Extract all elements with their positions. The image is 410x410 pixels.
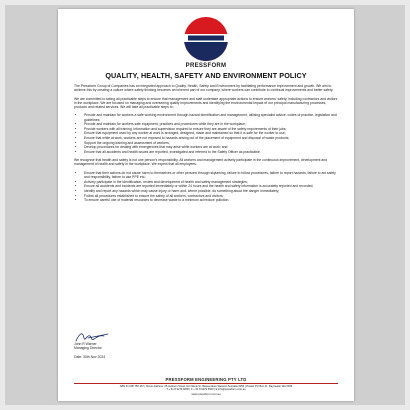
list-item: • Actively participate in the identification, review and development of health and safety management strategies; [84, 180, 338, 184]
footer-company: PRESSFORM ENGINEERING PTY LTD [165, 377, 247, 382]
signatory-role: Managing Director [74, 346, 102, 351]
signatory-block [74, 342, 102, 350]
footer-address: ABN 31 008 750 467 | Street Address: 25 Jackson Street Unit Nkosi St, Bassendean Western Australia 6054 | Postal: PO Box 21, Bayswater WA 6933 [119, 384, 293, 388]
pressform-logo [182, 15, 230, 63]
commitment-paragraph: We are committed to taking all practicable steps to ensure that management and staff undertake appropriate actions to ensure workers' safety, including contractors and visitors in the workplace. We are focused on managing and overseeing quality improvements and identifying the environmental impact of our principal manufacturing processes, products and related services. We will take all practicable steps to: [74, 96, 338, 109]
footer-divider [74, 383, 338, 384]
signatory-name: John R Warner [74, 342, 97, 346]
list-item: • Ensure all accidents and incidents are reported immediately or within 24 hours and the health and safety information is accurately reported and recorded; [84, 184, 338, 188]
list-item: • Ensure that all accidents and health issues are reported, investigated and referred to the Safety Officer as practicable. [84, 150, 338, 154]
steps-list [74, 113, 338, 154]
list-item: • Provide workers with all training, information and supervision required to ensure they are aware of the safety requirements of their jobs; [84, 127, 338, 131]
footer-contact: T + 61 8 9279 6600 | F + 61 8 9279 6500 | E info@pressform.com.au [166, 388, 246, 391]
list-item: • Support the ongoing training and assessment of workers; [84, 141, 338, 145]
policy-body [74, 84, 338, 206]
page-title: QUALITY, HEALTH, SAFETY AND ENVIRONMENT POLICY [105, 71, 307, 80]
document-viewer-frame [5, 5, 405, 405]
list-item: • Provide and maintain for workers safe equipment, practices and procedures while they are in the workplace; [84, 122, 338, 126]
list-item: • Identify and report any hazards which may cause injury or harm and, where possible, do something about the danger immediately; [84, 189, 338, 193]
list-item: • Ensure that equipment used by any worker at work is arranged, designed, made and maintained so that it is safe for the worker to use; [84, 131, 338, 135]
policy-date: Date: 30th Nov 2024 [74, 355, 106, 359]
policy-page [58, 9, 354, 401]
list-item: • Develop procedures for dealing with emergencies that may arise while workers are at work; and [84, 145, 338, 149]
list-item: • Provide and maintain for workers a safe working environment through hazard identification and management, utilising specialist advice, codes of practice, legislation and guidelines; [84, 113, 338, 122]
list-item: • Ensure that their actions do not cause harm to themselves or other persons through skylarking, failure to follow procedures, failure to report hazards, failure to act safely and responsibility, failure to use PPE etc.; [84, 171, 338, 180]
list-item: • Ensure that while at work, workers are not exposed to hazards arising out of the placement of equipment and disposal of waste products; [84, 136, 338, 140]
brand-name: PRESSFORM [185, 63, 227, 69]
footer-website: www.pressform.com.au [191, 392, 221, 397]
employee-expectations-list [74, 171, 338, 203]
responsibility-paragraph: We recognise that health and safety is not one person's responsibility. All workers and management actively participate in the continuous improvement, development and management of health and safety in the workplace. We expect that all employees: [74, 158, 328, 167]
page-footer [58, 377, 354, 396]
list-item: • To ensure careful use of material resources to decrease waste to a minimum ad reduce pollution. [84, 198, 338, 202]
intro-paragraph: The Pressform Group of Companies has an integrated approach to Quality, Health, Safety and Environment by facilitating performance improvement and growth. We aim to achieve this by creating a culture where safety thinking becomes an inherent part of our company, where workers can contribute to continual improvements and better safety. [74, 84, 334, 93]
list-item: • Follow all procedures established to ensure the safety of all workers, contractors and visitors; [84, 194, 338, 198]
